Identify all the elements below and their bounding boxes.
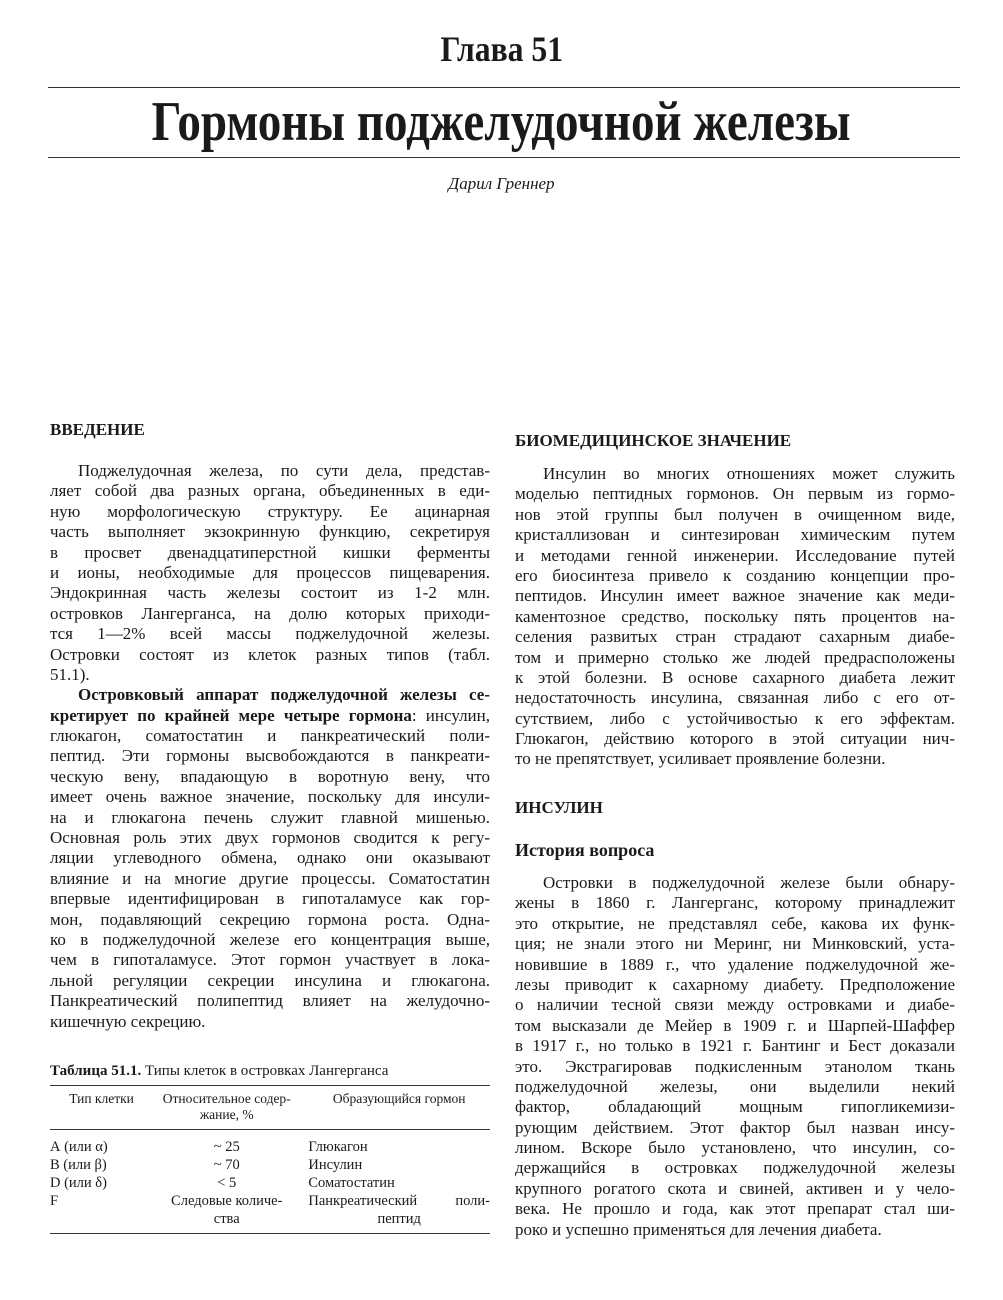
text-line: ляет собой два разных органа, объединенных в еди- xyxy=(50,481,490,501)
text-line: ко в поджелудочной железе его концентрация выше, xyxy=(50,929,490,949)
table-row xyxy=(50,1174,490,1192)
paragraph xyxy=(515,464,955,770)
text-line: том и примерно столько же людей предрасположены xyxy=(515,647,955,667)
text-line: глюкагон, соматостатин и панкреатический поли- xyxy=(50,726,490,746)
text-line: селения развитых стран страдают сахарным диабе- xyxy=(515,627,955,647)
text-line: ческую вену, впадающую в воротную вену, что xyxy=(50,766,490,786)
text-line: 51.1). xyxy=(50,664,90,684)
table-cell: Глюкагон xyxy=(308,1139,368,1155)
table-row xyxy=(50,1192,490,1210)
text-line: тся 1—2% всей массы поджелудочной железы. xyxy=(50,624,490,644)
section-heading-biomedical: БИОМЕДИЦИНСКОЕ ЗНАЧЕНИЕ xyxy=(515,431,792,450)
paragraph xyxy=(50,461,490,685)
text-line: Эндокринная часть железы состоит из 1-2 млн. xyxy=(50,583,490,603)
text-line: новившие в 1889 г., что удаление поджелудочной же- xyxy=(515,954,955,974)
text-line: Основная роль этих двух гормонов сводится к регу- xyxy=(50,828,490,848)
text-line: его биосинтеза привело к созданию концепции про- xyxy=(515,565,955,585)
text-line: роко и успешно применяться для лечения диабета. xyxy=(515,1219,882,1239)
subheading-history: История вопроса xyxy=(515,840,655,860)
table-cell: Следовые количе- xyxy=(171,1193,283,1209)
table-cell: А (или α) xyxy=(50,1139,108,1155)
text-line: лезы приводит к сахарному диабету. Предположение xyxy=(515,974,955,994)
table-rule xyxy=(50,1085,490,1086)
text-line: том высказали де Мейер в 1909 г. и Шарпей-Шаффер xyxy=(515,1015,955,1035)
text-line: ную морфологическую структуру. Ее ацинарная xyxy=(50,501,490,521)
table-cell: пептид xyxy=(377,1211,421,1227)
text-line: фактор, обладающий мощным гипогликемизи- xyxy=(515,1097,955,1117)
text-line: моделью пептидных гормонов. Он первым из гормо- xyxy=(515,484,955,504)
text-line: пептидов. Инсулин имеет важное значение как меди- xyxy=(515,586,955,606)
text-line: кретирует по крайней мере четыре гормона: инсулин, xyxy=(50,705,490,725)
page-title: Гормоны поджелудочной железы xyxy=(151,91,852,153)
text-line: в просвет двенадцатиперстной кишки ферменты xyxy=(50,542,490,562)
table-cell: ства xyxy=(213,1211,240,1227)
paragraph xyxy=(515,873,955,1240)
text-line: Островки состоят из клеток разных типов (табл. xyxy=(50,644,490,664)
text-line: мон, подавляющий секрецию гормона роста. Одна- xyxy=(50,909,490,929)
text-line: о наличии тесной связи между островками и диабе- xyxy=(515,995,955,1015)
text-line: ция; не знали этого ни Меринг, ни Минковский, уста- xyxy=(515,934,955,954)
table-rule xyxy=(50,1129,490,1130)
table-row xyxy=(50,1210,490,1228)
text-line: то не препятствует, усиливает проявление болезни. xyxy=(515,749,886,769)
divider xyxy=(48,157,960,158)
table-cell: ~ 70 xyxy=(213,1157,240,1173)
text-line: на и глюкагона печень служит главной мишенью. xyxy=(50,807,490,827)
text-line: века. Не прошло и года, как этот препарат стал ши- xyxy=(515,1199,955,1219)
text-line: Панкреатический полипептид влияет на желудочно- xyxy=(50,991,490,1011)
table-51-1 xyxy=(50,1063,490,1234)
text-line: и ионы, необходимые для процессов пищеварения. xyxy=(50,562,490,582)
text-line: влияние и на многие другие процессы. Соматостатин xyxy=(50,868,490,888)
header-content: Относительное содер- жание, % xyxy=(162,1091,291,1122)
table-cell: F xyxy=(50,1193,59,1209)
intro-column xyxy=(50,461,490,1032)
table-cell xyxy=(50,1210,153,1228)
table-cell: D (или δ) xyxy=(50,1175,107,1191)
table-rule xyxy=(50,1233,490,1234)
text-line: и методами генной инженерии. Исследование путей xyxy=(515,545,955,565)
author: Дарил Греннер xyxy=(448,174,555,193)
text-line: Островковый аппарат поджелудочной железы се- xyxy=(78,685,490,705)
text-line: ляции углеводного обмена, однако они оказывают xyxy=(50,848,490,868)
text-line: островков Лангерганса, на долю которых приходи- xyxy=(50,603,490,623)
paragraph xyxy=(50,726,490,1032)
table-row xyxy=(50,1138,490,1156)
text-line: каментозное средство, поскольку пять процентов на- xyxy=(515,606,955,626)
text-line: Островки в поджелудочной железе были обнару- xyxy=(543,873,955,892)
text-line: к этой болезни. В основе сахарного диабета лежит xyxy=(515,667,955,687)
text-line: чем в гипоталамусе. Этот гормон участвует в лока- xyxy=(50,950,490,970)
table-cell: Инсулин xyxy=(308,1157,363,1173)
table-cell: ~ 25 xyxy=(213,1139,240,1155)
text-line: лином. Вскоре было установлено, что инсулин, со- xyxy=(515,1138,955,1158)
table-body xyxy=(50,1138,490,1228)
table-cell: Панкреатический поли- xyxy=(308,1193,490,1209)
table-header: Тип клетки Относительное содер- жание, % Образующийся гормон xyxy=(69,1091,466,1122)
table-row xyxy=(50,1156,490,1174)
text-line: недостаточность инсулина, связанная либо с его от- xyxy=(515,688,955,708)
text-line: сутствием, либо с устойчивостью к его эффектам. xyxy=(515,708,955,728)
chapter-number: Глава 51 xyxy=(440,29,563,69)
text-line: держащийся в островках поджелудочной железы xyxy=(515,1158,955,1178)
text-line: рующим действием. Этот фактор был назван инсу- xyxy=(515,1117,955,1137)
text-line: кристаллизован и синтезирован химическим путем xyxy=(515,525,955,545)
text-line: это. Экстрагировав подкисленным этанолом ткань xyxy=(515,1056,955,1076)
text-line: в 1917 г., но только в 1921 г. Бантинг и Бест доказали xyxy=(515,1036,955,1056)
text-line: кишечную секрецию. xyxy=(50,1011,206,1031)
text-line: впервые идентифицирован в гипоталамусе как гор- xyxy=(50,889,490,909)
text-line: жены в 1860 г. Лангерганс, которому принадлежит xyxy=(515,893,955,913)
text-line: часть выполняет экзокринную функцию, секретируя xyxy=(50,522,490,542)
table-caption: Таблица 51.1. Типы клеток в островках Лангерганса xyxy=(50,1063,389,1079)
table-cell: < 5 xyxy=(217,1175,237,1191)
text-line: нов этой группы был получен в очищенном виде, xyxy=(515,504,955,524)
section-heading-insulin: ИНСУЛИН xyxy=(515,798,603,817)
table-cell: Соматостатин xyxy=(308,1175,395,1191)
text-line: поджелудочной железы, они выделили некий xyxy=(515,1076,955,1096)
text-line: Поджелудочная железа, по сути дела, представ- xyxy=(78,461,490,480)
text-line: крупного рогатого скота и свиней, активен и у чело- xyxy=(515,1178,955,1198)
divider xyxy=(48,87,960,88)
text-line: Инсулин во многих отношениях может служить xyxy=(543,464,955,483)
text-line: льной регуляции секреции инсулина и глюкагона. xyxy=(50,970,490,990)
text-line: Глюкагон, действию которого в этой ситуации нич- xyxy=(515,729,955,749)
text-line: имеет очень важное значение, поскольку для инсули- xyxy=(50,787,490,807)
table-cell: В (или β) xyxy=(50,1157,107,1173)
text-line: пептид. Эти гормоны высвобождаются в панкреати- xyxy=(50,746,490,766)
text-line: это открытие, не представлял себе, какова их функ- xyxy=(515,913,955,933)
section-heading-introduction: ВВЕДЕНИЕ xyxy=(50,420,145,439)
